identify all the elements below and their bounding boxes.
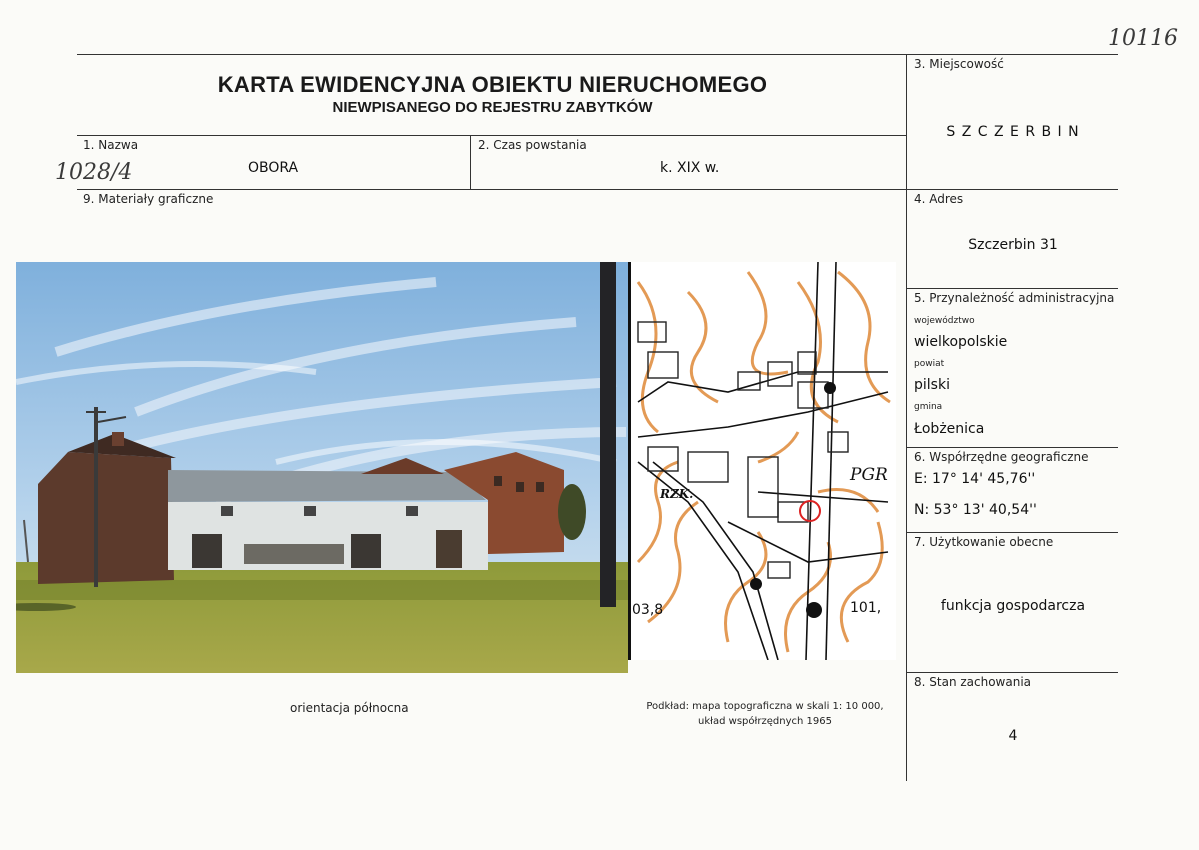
voivodeship-value: wielkopolskie — [914, 334, 1008, 350]
coordinates-label: 6. Współrzędne geograficzne — [914, 450, 1089, 464]
map-label-pgr: PGR — [850, 465, 888, 485]
rule-right-7 — [907, 532, 1118, 533]
longitude-value: E: 17° 14' 45,76'' — [914, 471, 1036, 487]
graphics-label: 9. Materiały graficzne — [83, 192, 214, 206]
commune-label: gmina — [914, 402, 943, 412]
commune-value: Łobżenica — [914, 421, 985, 437]
locality-value: S Z C Z E R B I N — [946, 124, 1080, 140]
card-subtitle: NIEWPISANEGO DO REJESTRU ZABYTKÓW — [332, 99, 653, 116]
map-caption-line2: układ współrzędnych 1965 — [698, 716, 832, 727]
condition-label: 8. Stan zachowania — [914, 675, 1032, 689]
map-caption-line1: Podkład: mapa topograficzna w skali 1: 10 000, — [646, 701, 884, 712]
handwritten-archive-number: 10116 — [1108, 26, 1178, 51]
locality-label: 3. Miejscowość — [914, 57, 1004, 71]
rule-right-8 — [907, 672, 1118, 673]
latitude-value: N: 53° 13' 40,54'' — [914, 502, 1037, 518]
topographic-map — [628, 262, 896, 660]
address-value: Szczerbin 31 — [968, 237, 1058, 253]
map-label-elev-left: 03,8 — [632, 602, 664, 618]
right-column-divider — [906, 54, 907, 781]
address-label: 4. Adres — [914, 192, 964, 206]
name-value: OBORA — [248, 160, 299, 176]
map-label-elev-right: 101, — [850, 600, 882, 616]
admin-label: 5. Przynależność administracyjna — [914, 291, 1115, 305]
barn-photograph — [16, 262, 628, 673]
rule-right-5 — [907, 288, 1118, 289]
rule-under-name — [77, 189, 1118, 190]
condition-value: 4 — [1008, 728, 1018, 744]
county-label: powiat — [914, 359, 945, 369]
rule-right-6 — [907, 447, 1118, 448]
map-label-rzk: RZK. — [660, 487, 694, 501]
usage-value: funkcja gospodarcza — [940, 598, 1086, 614]
rule-under-title — [77, 135, 907, 136]
date-label: 2. Czas powstania — [478, 138, 587, 152]
card-title: KARTA EWIDENCYJNA OBIEKTU NIERUCHOMEGO — [217, 72, 768, 97]
top-rule — [77, 54, 1118, 55]
photo-caption: orientacja północna — [290, 701, 409, 715]
name-label: 1. Nazwa — [83, 138, 139, 152]
usage-label: 7. Użytkowanie obecne — [914, 535, 1054, 549]
date-value: k. XIX w. — [660, 160, 720, 176]
county-value: pilski — [914, 377, 950, 393]
handwritten-inventory-number: 1028/4 — [55, 160, 133, 185]
name-date-divider — [470, 135, 471, 189]
voivodeship-label: województwo — [914, 316, 975, 326]
